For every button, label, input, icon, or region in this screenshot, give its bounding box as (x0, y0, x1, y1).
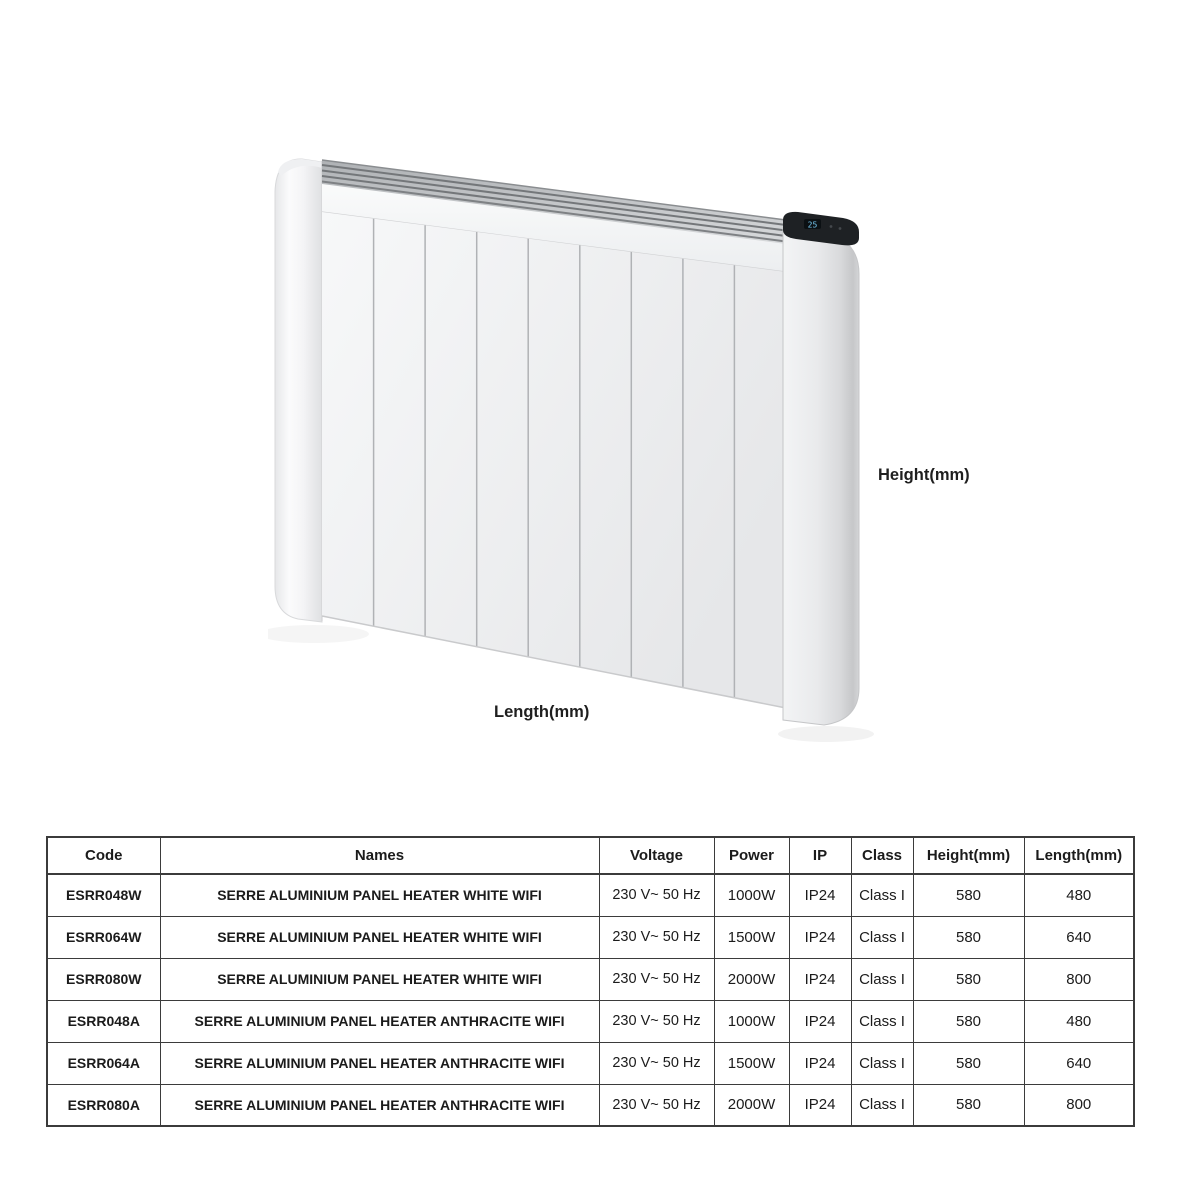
cell-ip: IP24 (789, 1000, 851, 1042)
cell-ip: IP24 (789, 958, 851, 1000)
spec-table (46, 836, 1135, 1127)
cell-power: 1500W (714, 916, 789, 958)
right-end-cap (783, 212, 859, 725)
cell-voltage: 230 V~ 50 Hz (599, 1084, 714, 1126)
control-button-dot (839, 227, 842, 230)
cell-length: 480 (1024, 1000, 1134, 1042)
col-header-height: Height(mm) (913, 837, 1024, 874)
col-header-names: Names (160, 837, 599, 874)
cell-class: Class I (851, 1042, 913, 1084)
cell-code: ESRR064W (47, 916, 160, 958)
col-header-ip: IP (789, 837, 851, 874)
cell-name: SERRE ALUMINIUM PANEL HEATER WHITE WIFI (160, 916, 599, 958)
col-header-voltage: Voltage (599, 837, 714, 874)
cell-height: 580 (913, 916, 1024, 958)
col-header-length: Length(mm) (1024, 837, 1134, 874)
col-header-code: Code (47, 837, 160, 874)
col-header-power: Power (714, 837, 789, 874)
table-row (47, 1084, 1134, 1126)
display-value-text: 25 (807, 220, 818, 230)
cell-ip: IP24 (789, 916, 851, 958)
cell-length: 640 (1024, 916, 1134, 958)
cell-power: 1000W (714, 1000, 789, 1042)
cell-class: Class I (851, 1000, 913, 1042)
cell-code: ESRR080W (47, 958, 160, 1000)
cell-name: SERRE ALUMINIUM PANEL HEATER ANTHRACITE WIFI (160, 1000, 599, 1042)
cell-voltage: 230 V~ 50 Hz (599, 958, 714, 1000)
cell-length: 800 (1024, 1084, 1134, 1126)
cell-height: 580 (913, 1000, 1024, 1042)
control-button-dot (830, 225, 833, 228)
cell-name: SERRE ALUMINIUM PANEL HEATER WHITE WIFI (160, 874, 599, 916)
cell-code: ESRR048A (47, 1000, 160, 1042)
cell-power: 2000W (714, 958, 789, 1000)
cell-class: Class I (851, 1084, 913, 1126)
table-row (47, 1042, 1134, 1084)
length-label: Length(mm) (494, 703, 590, 721)
cell-length: 640 (1024, 1042, 1134, 1084)
cell-class: Class I (851, 874, 913, 916)
cell-voltage: 230 V~ 50 Hz (599, 874, 714, 916)
cell-name: SERRE ALUMINIUM PANEL HEATER ANTHRACITE WIFI (160, 1042, 599, 1084)
left-end-cap (275, 159, 322, 622)
cell-length: 800 (1024, 958, 1134, 1000)
cell-height: 580 (913, 958, 1024, 1000)
cell-name: SERRE ALUMINIUM PANEL HEATER WHITE WIFI (160, 958, 599, 1000)
table-row (47, 874, 1134, 916)
cell-ip: IP24 (789, 874, 851, 916)
cell-length: 480 (1024, 874, 1134, 916)
cell-height: 580 (913, 1084, 1024, 1126)
cell-code: ESRR064A (47, 1042, 160, 1084)
cell-code: ESRR048W (47, 874, 160, 916)
spec-table-header-row (47, 837, 1134, 874)
cell-ip: IP24 (789, 1042, 851, 1084)
cell-power: 1000W (714, 874, 789, 916)
front-panel-face (322, 212, 786, 708)
shadow-right (778, 726, 874, 742)
cell-height: 580 (913, 874, 1024, 916)
cell-voltage: 230 V~ 50 Hz (599, 916, 714, 958)
cell-code: ESRR080A (47, 1084, 160, 1126)
cell-class: Class I (851, 916, 913, 958)
table-row (47, 1000, 1134, 1042)
cell-class: Class I (851, 958, 913, 1000)
cell-power: 2000W (714, 1084, 789, 1126)
cell-power: 1500W (714, 1042, 789, 1084)
heater-illustration (268, 148, 878, 748)
cell-name: SERRE ALUMINIUM PANEL HEATER ANTHRACITE WIFI (160, 1084, 599, 1126)
cell-voltage: 230 V~ 50 Hz (599, 1000, 714, 1042)
cell-height: 580 (913, 1042, 1024, 1084)
table-row (47, 916, 1134, 958)
table-row (47, 958, 1134, 1000)
cell-voltage: 230 V~ 50 Hz (599, 1042, 714, 1084)
height-label: Height(mm) (878, 466, 970, 484)
shadow-left (268, 625, 369, 643)
cell-ip: IP24 (789, 1084, 851, 1126)
col-header-class: Class (851, 837, 913, 874)
